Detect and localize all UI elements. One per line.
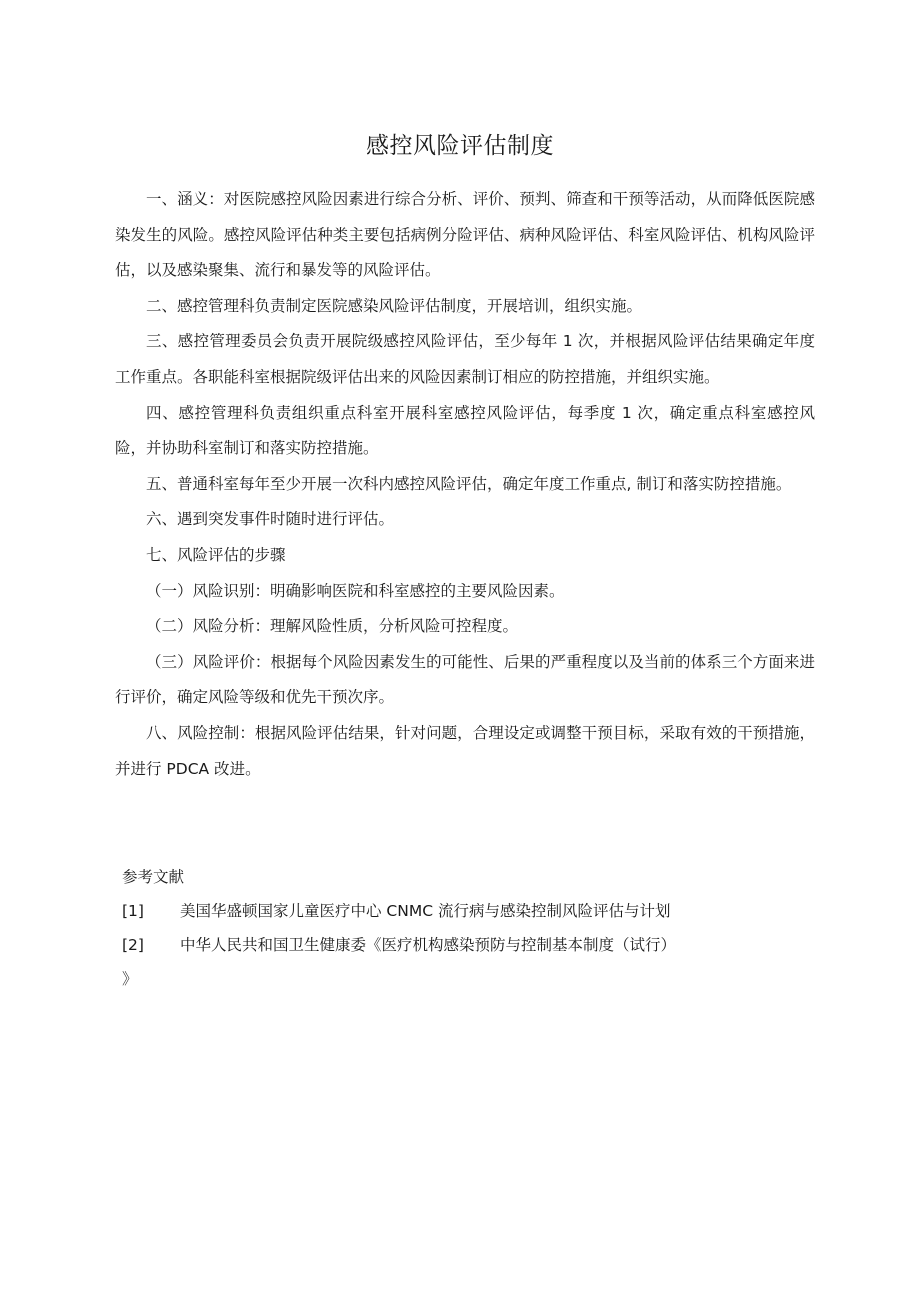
reference-item xyxy=(122,928,822,962)
document-body xyxy=(115,182,815,787)
reference-item xyxy=(122,894,822,928)
references-section xyxy=(122,860,822,996)
paragraph-risk-control: 八、风险控制：根据风险评估结果，针对问题，合理设定或调整干预目标，采取有效的干预措施，并进行 PDCA 改进。 xyxy=(115,723,815,778)
reference-text: 美国华盛顿国家儿童医疗中心 CNMC 流行病与感染控制风险评估与计划 xyxy=(180,902,671,920)
reference-text: 中华人民共和国卫生健康委《医疗机构感染预防与控制基本制度（试行） xyxy=(180,936,677,954)
paragraph-step-identification: （一）风险识别：明确影响医院和科室感控的主要风险因素。 xyxy=(146,581,565,600)
document-title: 感控风险评估制度 xyxy=(366,133,554,159)
paragraph-step-analysis: （二）风险分析：理解风险性质，分析风险可控程度。 xyxy=(146,617,519,636)
paragraph-emergency: 六、遇到突发事件时随时进行评估。 xyxy=(146,510,395,529)
paragraph-committee: 三、感控管理委员会负责开展院级感控风险评估，至少每年 1 次，并根据风险评估结果确定年度工作重点。各职能科室根据院级评估出来的风险因素制订相应的防控措施，并组织实施。 xyxy=(115,332,815,386)
paragraph-general-departments: 五、普通科室每年至少开展一次科内感控风险评估，确定年度工作重点, 制订和落实防控措施。 xyxy=(146,474,792,493)
paragraph-steps-heading: 七、风险评估的步骤 xyxy=(146,545,286,564)
paragraph-responsibility: 二、感控管理科负责制定医院感染风险评估制度，开展培训，组织实施。 xyxy=(146,296,643,315)
paragraph-step-evaluation: （三）风险评价：根据每个风险因素发生的可能性、后果的严重程度以及当前的体系三个方面来进行评价，确定风险等级和优先干预次序。 xyxy=(115,652,815,707)
reference-continuation: 》 xyxy=(122,970,138,988)
reference-number: [1] xyxy=(122,902,144,920)
paragraph-key-departments: 四、感控管理科负责组织重点科室开展科室感控风险评估，每季度 1 次，确定重点科室感控风险，并协助科室制订和落实防控措施。 xyxy=(115,403,815,458)
reference-number: [2] xyxy=(122,936,144,954)
paragraph-definition: 一、涵义：对医院感控风险因素进行综合分析、评价、预判、筛查和干预等活动，从而降低医院感染发生的风险。感控风险评估种类主要包括病例分险评估、病种风险评估、科室风险评估、机构风险评估，以及感染聚集、流行和暴发等的风险评估。 xyxy=(115,190,815,280)
references-heading: 参考文献 xyxy=(122,868,185,886)
